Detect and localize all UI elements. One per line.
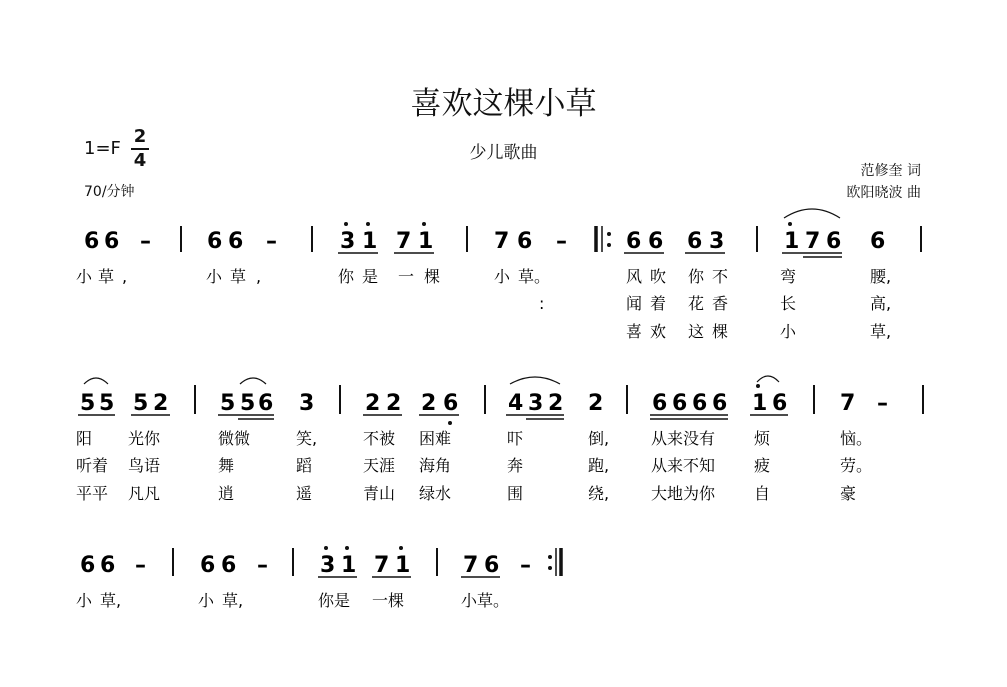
lyric: 鸟语 (128, 456, 161, 475)
note: 5 (99, 391, 115, 416)
note: 6 (692, 391, 708, 416)
note: 2 (386, 391, 402, 416)
low-dot (448, 421, 452, 425)
lyric: 笑, (296, 429, 318, 448)
repeat-dot (607, 243, 611, 247)
lyric: 小 (494, 267, 511, 286)
note: 6 (517, 229, 533, 254)
high-dot (324, 546, 328, 550)
high-dot (366, 222, 370, 226)
lyric: 花 (688, 294, 705, 313)
lyric: 风 (626, 267, 643, 286)
lyric: 着 (650, 294, 667, 313)
high-dot (399, 546, 403, 550)
note: 7 (396, 229, 412, 254)
lyric: 你 (688, 267, 705, 286)
staff-row-3 (76, 546, 561, 610)
note: 2 (548, 391, 564, 416)
lyric: 吹 (650, 267, 667, 286)
dash: – (140, 229, 151, 254)
high-dot (422, 222, 426, 226)
lyric: 自 (754, 484, 771, 503)
slur (784, 209, 840, 218)
lyric: , (256, 267, 262, 286)
high-dot (788, 222, 792, 226)
lyric: 高, (870, 294, 892, 313)
high-dot (345, 546, 349, 550)
lyric: 舞 (218, 456, 235, 475)
slur (84, 378, 108, 384)
dash: – (257, 553, 268, 578)
lyric: 逍 (218, 484, 235, 503)
lyric: 不被 (363, 429, 396, 448)
lyric: 欢 (650, 322, 667, 341)
note: 3 (320, 553, 336, 578)
note: 1 (784, 229, 800, 254)
note: 6 (228, 229, 244, 254)
lyric: 草 (230, 267, 247, 286)
note: 6 (712, 391, 728, 416)
lyric: 绿水 (419, 484, 452, 503)
note: 6 (221, 553, 237, 578)
note: 7 (374, 553, 390, 578)
note: 6 (80, 553, 96, 578)
lyric: 阳 (76, 429, 93, 448)
lyric: 劳。 (840, 456, 873, 475)
repeat-dot (548, 566, 552, 570)
staff-row-2 (76, 376, 923, 503)
repeat-dot (548, 555, 552, 559)
lyric: 是 (362, 267, 379, 286)
note: 5 (220, 391, 236, 416)
dash: – (877, 391, 888, 416)
note: 3 (340, 229, 356, 254)
slur (510, 377, 560, 384)
note: 6 (626, 229, 642, 254)
dash: – (266, 229, 277, 254)
dash: – (520, 553, 531, 578)
note: 5 (133, 391, 149, 416)
note: 7 (463, 553, 479, 578)
lyric: 弯 (780, 267, 797, 286)
lyric: 听着 (76, 456, 109, 475)
note: 6 (672, 391, 688, 416)
lyric: 海角 (419, 456, 452, 475)
note: 1 (752, 391, 768, 416)
lyric: 平平 (76, 484, 109, 503)
note: 6 (100, 553, 116, 578)
lyric: 围 (507, 484, 524, 503)
lyric: 小 (780, 322, 797, 341)
note: 7 (805, 229, 821, 254)
dash: – (135, 553, 146, 578)
note: 3 (709, 229, 725, 254)
lyric: 草, (870, 322, 892, 341)
lyric: 绕, (588, 484, 610, 503)
lyric: 闻 (626, 294, 643, 313)
notes-row-3 (80, 546, 561, 578)
note: 1 (341, 553, 357, 578)
note: 1 (418, 229, 434, 254)
note: 6 (443, 391, 459, 416)
lyric: 从来不知 (651, 456, 716, 475)
song-genre: 少儿歌曲 (469, 143, 538, 163)
note: 6 (207, 229, 223, 254)
lyric: , (122, 267, 128, 286)
lyric: 不 (712, 267, 729, 286)
lyric: 小 (76, 267, 93, 286)
note: 2 (153, 391, 169, 416)
lyric: 光你 (128, 429, 161, 448)
lyric: 吓 (507, 429, 524, 448)
lyric: 长 (780, 294, 797, 313)
note: 5 (240, 391, 256, 416)
staff-row-1 (76, 209, 921, 341)
lyricist-credit: 范修奎 词 (860, 163, 921, 179)
lyric: 你是 (318, 591, 351, 610)
high-dot (344, 222, 348, 226)
note: 6 (200, 553, 216, 578)
note: 5 (80, 391, 96, 416)
lyric: 大地为你 (651, 484, 716, 503)
lyric: 草, (100, 591, 122, 610)
lyric: 跑, (588, 456, 610, 475)
high-dot (756, 384, 760, 388)
lyric: 倒, (588, 429, 610, 448)
lyric: 凡凡 (128, 484, 161, 503)
lyric: 腰, (870, 267, 892, 286)
note: 6 (826, 229, 842, 254)
note: 7 (840, 391, 856, 416)
lyric: 草 (98, 267, 115, 286)
song-title: 喜欢这棵小草 (410, 86, 597, 122)
note: 3 (528, 391, 544, 416)
lyric: 小 (198, 591, 215, 610)
lyric: 喜 (626, 322, 643, 341)
slur (757, 376, 779, 382)
notes-row-2 (78, 376, 923, 425)
lyric: 小 (206, 267, 223, 286)
dash: – (556, 229, 567, 254)
note: 2 (421, 391, 437, 416)
slur (240, 378, 266, 384)
time-signature-bottom: 4 (133, 150, 147, 171)
note: 6 (772, 391, 788, 416)
lyric: 从来没有 (651, 429, 716, 448)
note: 6 (648, 229, 664, 254)
note: 2 (365, 391, 381, 416)
time-signature-top: 2 (133, 126, 147, 147)
lyric: 小草。 (461, 591, 510, 610)
lyric: 困难 (419, 429, 452, 448)
note: 6 (484, 553, 500, 578)
lyrics-row-1 (76, 267, 891, 341)
note: 1 (395, 553, 411, 578)
note: 6 (870, 229, 886, 254)
tempo-marking: 70/分钟 (84, 184, 135, 200)
lyric: 棵 (424, 267, 441, 286)
lyric: 豪 (840, 484, 857, 503)
lyric: 天涯 (363, 456, 396, 475)
lyric: 香 (712, 294, 729, 313)
lyric: 烦 (754, 429, 771, 448)
lyric: 棵 (712, 322, 729, 341)
note: 1 (362, 229, 378, 254)
repeat-dot (607, 232, 611, 236)
lyric: 草, (222, 591, 244, 610)
lyric: 遥 (296, 484, 313, 503)
key-signature: 1=F (84, 138, 121, 159)
note: 7 (494, 229, 510, 254)
lyric: 奔 (507, 456, 524, 475)
note: 6 (687, 229, 703, 254)
lyric: 这 (688, 322, 705, 341)
lyric: 蹈 (296, 456, 313, 475)
lyric: 疲 (754, 456, 771, 475)
note: 6 (84, 229, 100, 254)
note: 6 (258, 391, 274, 416)
notes-row-1 (84, 209, 921, 257)
lyric: 一棵 (372, 591, 405, 610)
lyric: 一 (398, 267, 415, 286)
note: 4 (508, 391, 524, 416)
lyric: 小 (76, 591, 93, 610)
note: 6 (652, 391, 668, 416)
note: 3 (299, 391, 315, 416)
note: 2 (588, 391, 604, 416)
lyric: 青山 (363, 484, 396, 503)
lyric: 微微 (218, 429, 251, 448)
lyric: 你 (338, 267, 355, 286)
note: 6 (104, 229, 120, 254)
lyric: 恼。 (840, 429, 873, 448)
lyric: : (539, 294, 545, 313)
lyric: 草。 (518, 267, 551, 286)
lyrics-row-2 (76, 429, 872, 503)
composer-credit: 欧阳晓波 曲 (846, 185, 921, 201)
lyrics-row-3 (76, 591, 509, 610)
